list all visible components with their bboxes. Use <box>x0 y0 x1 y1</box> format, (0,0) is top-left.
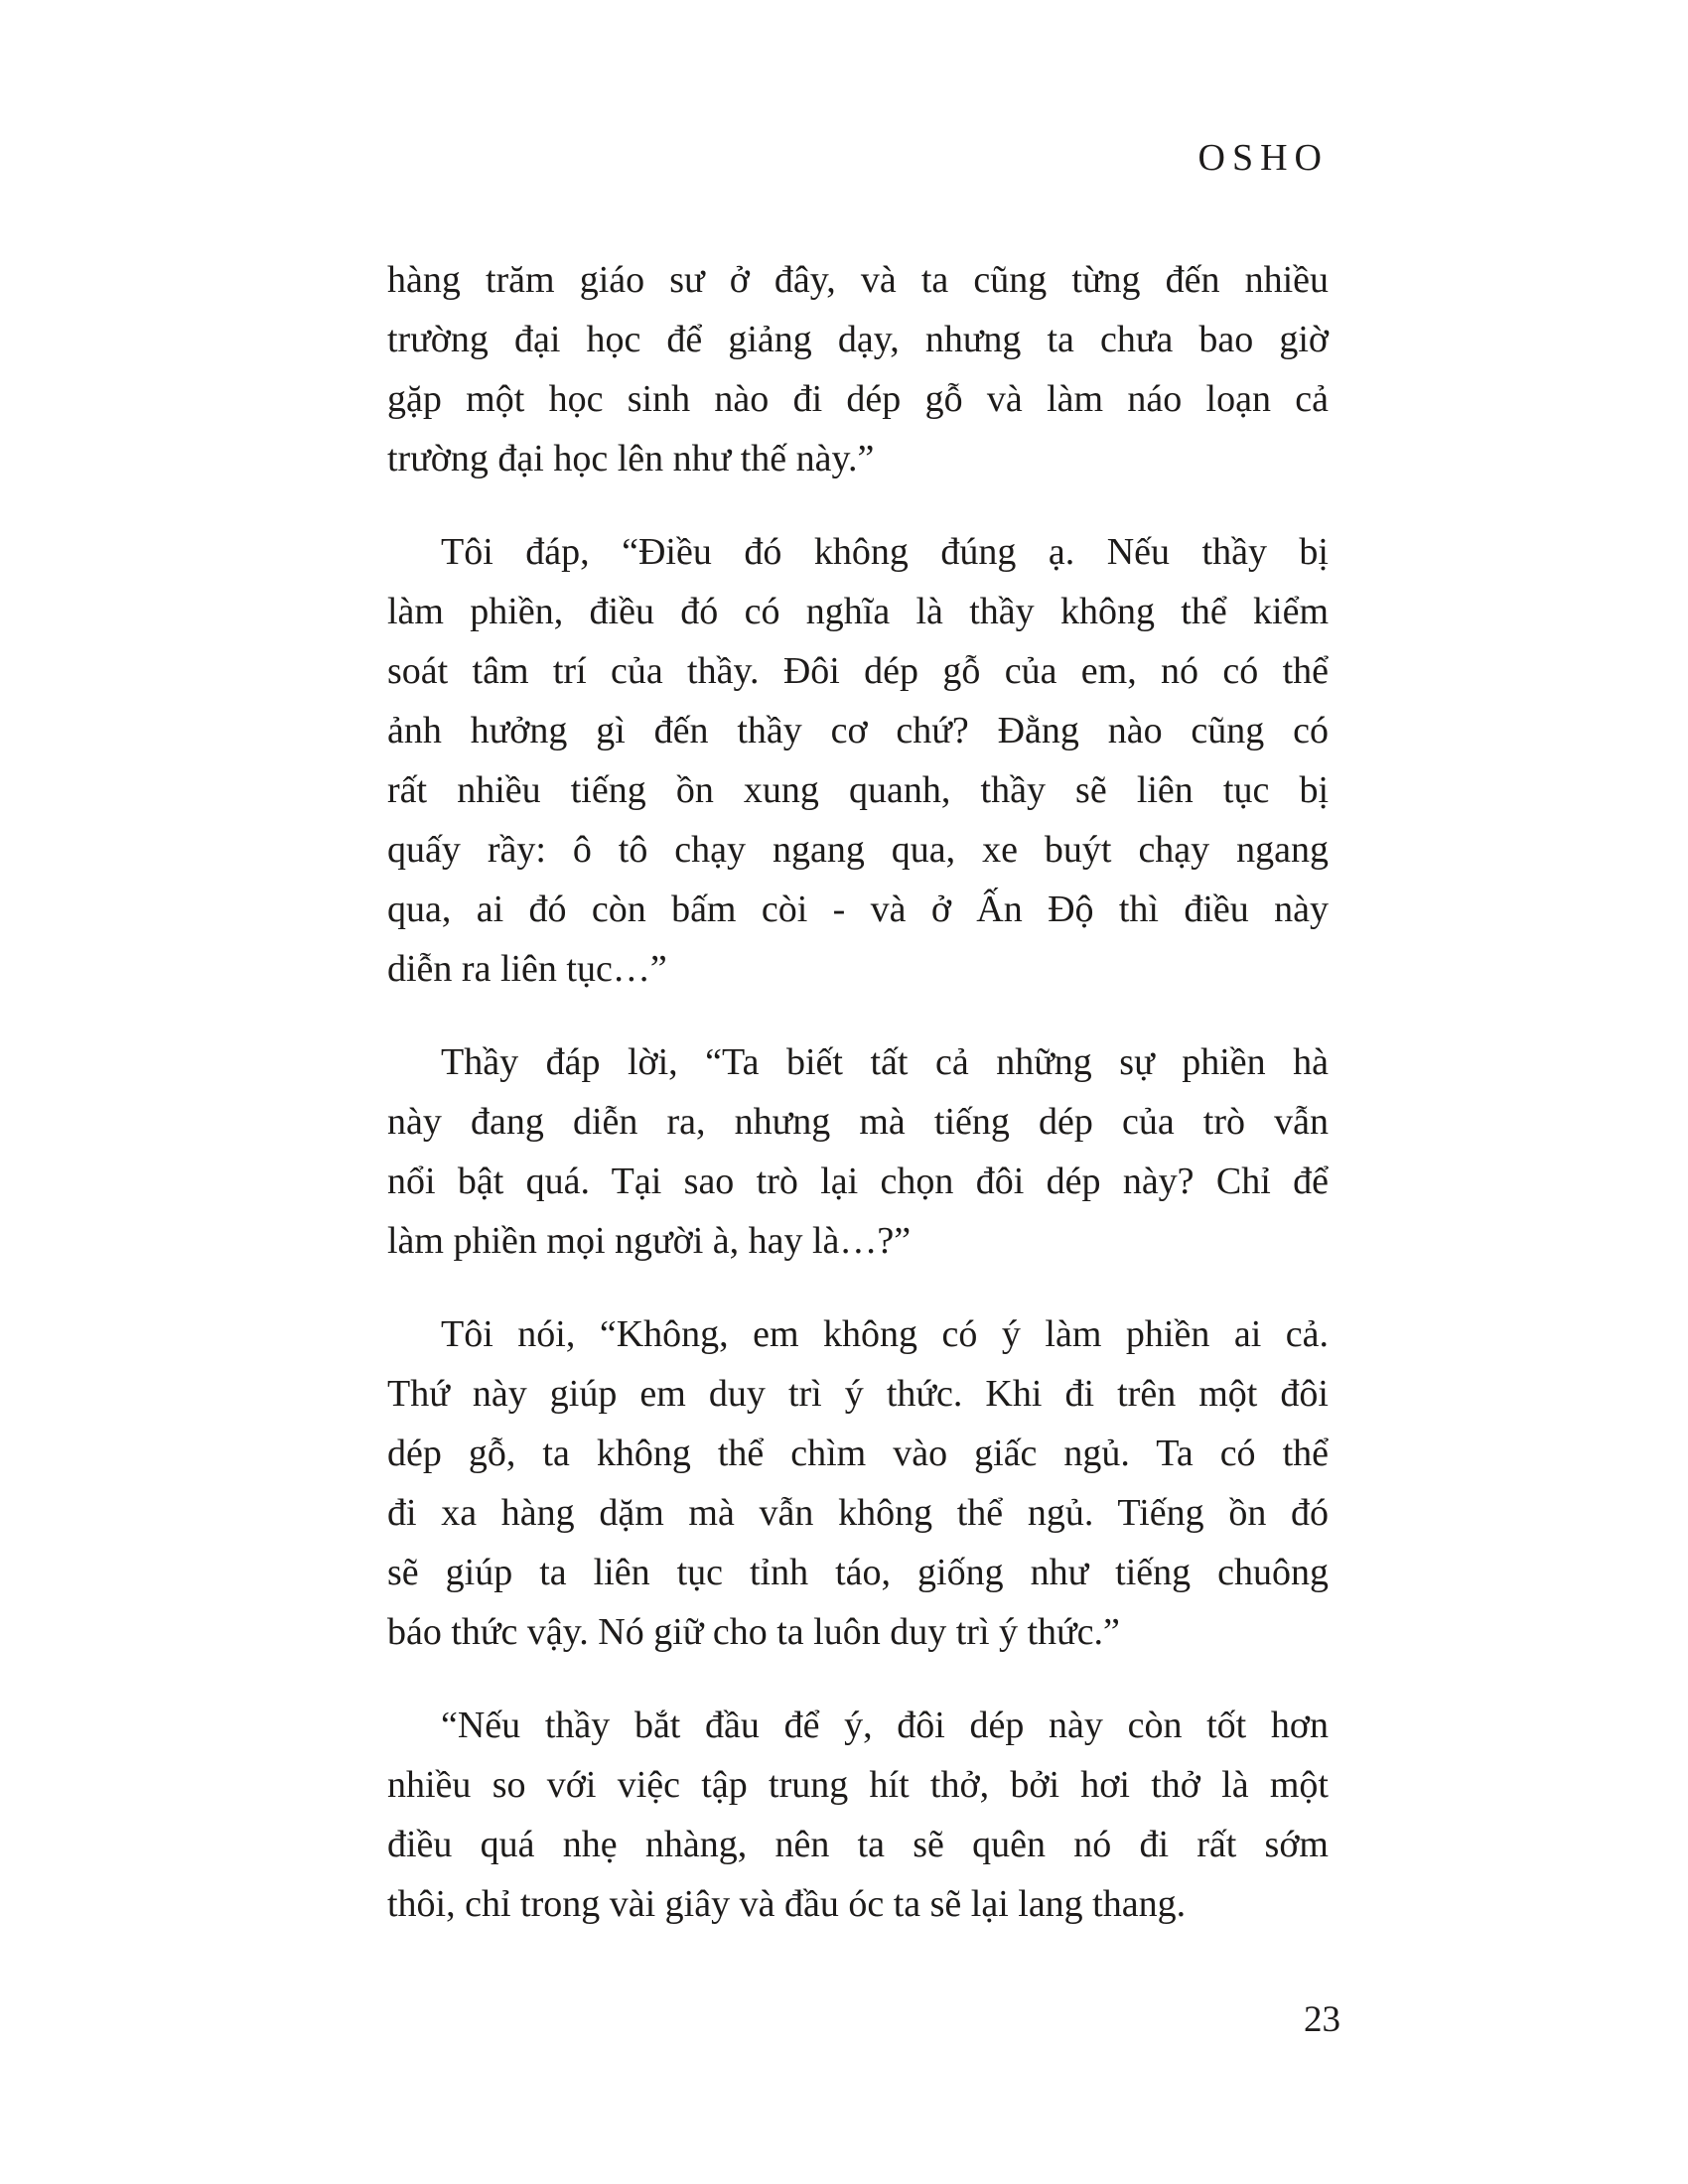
text-line: Thầy đáp lời, “Ta biết tất cả những sự phiền hà <box>441 1041 1329 1083</box>
paragraph <box>387 522 1329 999</box>
text-line: hàng trăm giáo sư ở đây, và ta cũng từng đến nhiều <box>387 259 1329 301</box>
text-line: qua, ai đó còn bấm còi - và ở Ấn Độ thì điều này <box>387 888 1329 930</box>
text-line: gặp một học sinh nào đi dép gỗ và làm náo loạn cả <box>387 378 1329 420</box>
page-footer <box>387 1997 1340 2043</box>
text-line: rất nhiều tiếng ồn xung quanh, thầy sẽ liên tục bị <box>387 769 1329 811</box>
text-line: báo thức vậy. Nó giữ cho ta luôn duy trì ý thức.” <box>387 1611 1120 1653</box>
text-line: điều quá nhẹ nhàng, nên ta sẽ quên nó đi rất sớm <box>387 1824 1329 1865</box>
paragraph <box>387 1304 1329 1662</box>
page-body <box>387 250 1329 1934</box>
text-line: làm phiền, điều đó có nghĩa là thầy không thể kiểm <box>387 591 1329 632</box>
text-line: sẽ giúp ta liên tục tỉnh táo, giống như tiếng chuông <box>387 1552 1329 1593</box>
running-header-title: OSHO <box>1197 137 1329 179</box>
text-line: Tôi nói, “Không, em không có ý làm phiền ai cả. <box>441 1313 1329 1355</box>
paragraph <box>387 250 1329 488</box>
text-line: nổi bật quá. Tại sao trò lại chọn đôi dép này? Chỉ để <box>387 1160 1329 1202</box>
text-line: làm phiền mọi người à, hay là…?” <box>387 1220 912 1262</box>
text-line: quấy rầy: ô tô chạy ngang qua, xe buýt chạy ngang <box>387 829 1329 871</box>
text-line: thôi, chỉ trong vài giây và đầu óc ta sẽ lại lang thang. <box>387 1883 1187 1925</box>
text-line: diễn ra liên tục…” <box>387 948 667 990</box>
text-line: này đang diễn ra, nhưng mà tiếng dép của trò vẫn <box>387 1101 1329 1143</box>
page-number: 23 <box>1304 1999 1340 2040</box>
text-line: ảnh hưởng gì đến thầy cơ chứ? Đằng nào cũng có <box>387 710 1329 751</box>
text-line: đi xa hàng dặm mà vẫn không thể ngủ. Tiếng ồn đó <box>387 1492 1329 1534</box>
running-header <box>387 137 1329 179</box>
text-line: Thứ này giúp em duy trì ý thức. Khi đi trên một đôi <box>387 1373 1329 1415</box>
paragraph <box>387 1032 1329 1271</box>
text-line: trường đại học lên như thế này.” <box>387 438 875 479</box>
text-line: trường đại học để giảng dạy, nhưng ta chưa bao giờ <box>387 319 1329 360</box>
paragraph <box>387 1696 1329 1934</box>
text-line: nhiều so với việc tập trung hít thở, bởi hơi thở là một <box>387 1764 1329 1806</box>
text-line: Tôi đáp, “Điều đó không đúng ạ. Nếu thầy bị <box>441 531 1329 573</box>
text-line: dép gỗ, ta không thể chìm vào giấc ngủ. Ta có thể <box>387 1433 1329 1474</box>
text-line: soát tâm trí của thầy. Đôi dép gỗ của em, nó có thể <box>387 650 1329 692</box>
text-line: “Nếu thầy bắt đầu để ý, đôi dép này còn tốt hơn <box>441 1705 1329 1746</box>
